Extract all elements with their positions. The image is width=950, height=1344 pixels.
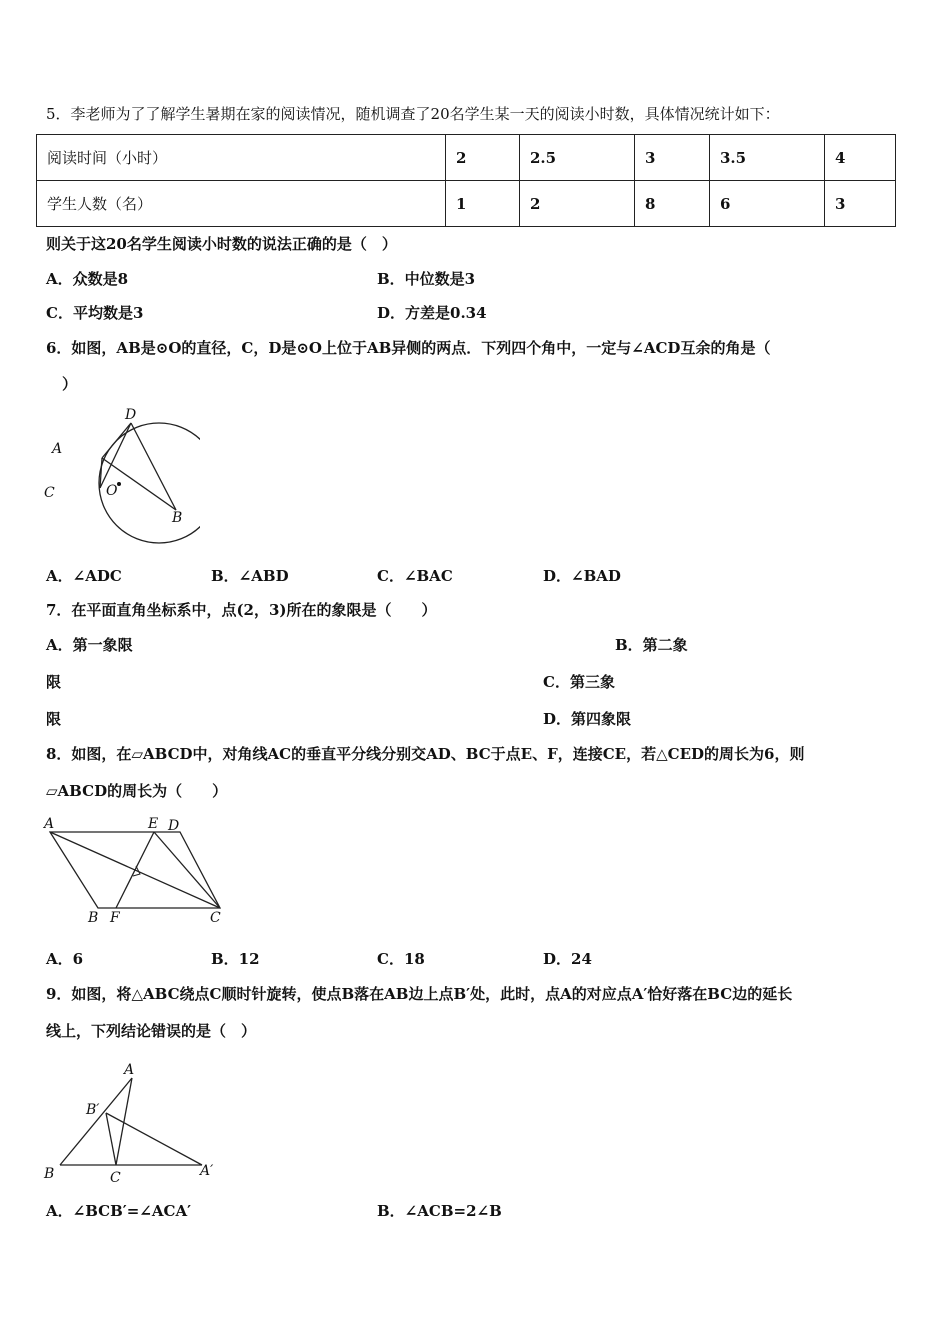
table-cell: 8 [635, 181, 710, 227]
q6-option-b: B．∠ABD [211, 567, 289, 585]
table-cell: 3 [635, 135, 710, 181]
label-a: A [124, 1062, 135, 1078]
table-cell: 4 [825, 135, 896, 181]
label-c: C [110, 1170, 121, 1186]
table-cell: 1 [446, 181, 520, 227]
label-b-prime: B′ [86, 1102, 100, 1118]
table-cell: 3.5 [710, 135, 825, 181]
q6-option-a: A．∠ADC [46, 567, 122, 585]
center-dot [117, 482, 121, 486]
reading-table [36, 134, 896, 227]
perp-bisector-ef [116, 832, 154, 908]
segment-b-prime-c [106, 1113, 116, 1165]
label-f: F [110, 910, 120, 926]
q9-stem-line1: 9．如图，将△ABC绕点C顺时针旋转，使点B落在AB边上点B′处，此时，点A的对应点A′恰好落在BC边的延长 [46, 985, 793, 1003]
q8-stem-line2: ▱ABCD的周长为（ ） [46, 782, 228, 800]
q5-option-d: D．方差是0.34 [377, 304, 487, 322]
q6-stem-line1: 6．如图，AB是⊙O的直径，C，D是⊙O上位于AB异侧的两点．下列四个角中，一定与∠ACD互余的角是（ [46, 339, 771, 357]
q7-stem: 7．在平面直角坐标系中，点(2，3)所在的象限是（ ） [46, 601, 437, 619]
segment-ce [154, 832, 220, 908]
table-cell: 阅读时间（小时） [37, 135, 446, 181]
q9-stem-line2: 线上，下列结论错误的是（ ） [46, 1022, 257, 1040]
q9-option-b: B．∠ACB=2∠B [377, 1202, 502, 1220]
q7-option-c: C．第三象 [543, 673, 615, 691]
q5-option-b: B．中位数是3 [377, 270, 476, 288]
label-d: D [168, 818, 180, 834]
q6-option-c: C．∠BAC [377, 567, 453, 585]
label-c: C [210, 910, 221, 926]
q7-option-b-cont: 限 [46, 673, 62, 691]
q8-stem-line1: 8．如图，在▱ABCD中，对角线AC的垂直平分线分别交AD、BC于点E、F，连接CE，若△CED的周长为6，则 [46, 745, 805, 763]
q9-rotation-figure [40, 1058, 230, 1188]
table-row [37, 135, 896, 181]
q8-option-b: B．12 [211, 950, 260, 968]
label-b: B [88, 910, 99, 926]
q5-stem: 5．李老师为了了解学生暑期在家的阅读情况，随机调查了20名学生某一天的阅读小时数，具体情况统计如下： [46, 105, 780, 123]
label-d: D [125, 407, 137, 423]
label-c: C [44, 485, 55, 501]
table-cell: 6 [710, 181, 825, 227]
label-e: E [148, 816, 159, 832]
q5-question: 则关于这20名学生阅读小时数的说法正确的是（ ） [46, 235, 397, 253]
table-row [37, 181, 896, 227]
q7-option-a: A．第一象限 [46, 636, 133, 654]
label-a: A [44, 816, 55, 832]
table-cell: 2.5 [520, 135, 635, 181]
table-cell: 学生人数（名） [37, 181, 446, 227]
q8-option-a: A．6 [46, 950, 84, 968]
q7-option-d: D．第四象限 [543, 710, 632, 728]
q7-option-b: B．第二象 [615, 636, 688, 654]
label-a: A [52, 441, 63, 457]
segment-ac [116, 1078, 132, 1165]
label-b: B [44, 1166, 55, 1182]
q6-stem-line2: ） [62, 375, 78, 393]
q9-option-a: A．∠BCB′=∠ACA′ [46, 1202, 192, 1220]
label-o: O [106, 483, 118, 499]
label-a-prime: A′ [200, 1163, 214, 1179]
table-cell: 2 [446, 135, 520, 181]
q6-circle-figure [40, 402, 200, 552]
segment-db [131, 423, 176, 510]
table-cell: 3 [825, 181, 896, 227]
q7-option-c-cont: 限 [46, 710, 62, 728]
table-cell: 2 [520, 181, 635, 227]
q5-option-a: A．众数是8 [46, 270, 129, 288]
q8-option-d: D．24 [543, 950, 592, 968]
q8-option-c: C．18 [377, 950, 425, 968]
label-b: B [172, 510, 183, 526]
q5-option-c: C．平均数是3 [46, 304, 144, 322]
q8-parallelogram-figure [40, 812, 230, 932]
q6-option-d: D．∠BAD [543, 567, 621, 585]
